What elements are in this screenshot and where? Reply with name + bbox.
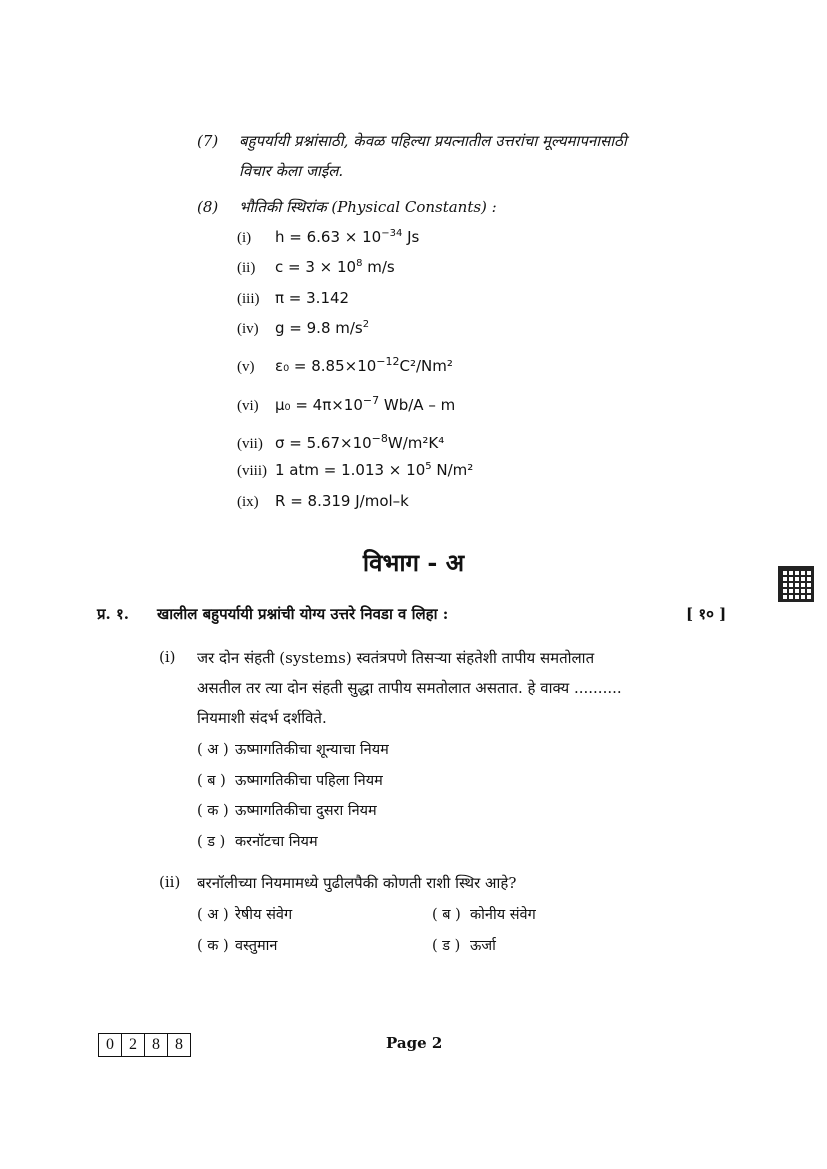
constant-number: (viii) xyxy=(237,463,267,479)
option-label: ( अ ) xyxy=(197,742,229,758)
option-text: ऊष्मागतिकीचा शून्याचा नियम xyxy=(235,742,389,758)
instruction-7-continuation: विचार केला जाईल. xyxy=(239,162,344,180)
constant-item xyxy=(237,289,349,308)
instruction-number: (7) xyxy=(197,132,219,150)
option-item xyxy=(197,739,389,759)
constant-item xyxy=(237,461,473,480)
option-label: ( ड ) xyxy=(432,938,461,954)
constant-number: (vi) xyxy=(237,398,259,414)
instruction-8 xyxy=(197,197,497,217)
option-label: ( ड ) xyxy=(197,834,226,850)
constant-number: (ix) xyxy=(237,494,259,510)
paper-code-digit: 8 xyxy=(145,1034,168,1056)
constant-number: (v) xyxy=(237,359,255,375)
constant-unit: Js xyxy=(402,228,420,246)
constant-item xyxy=(237,355,453,376)
constant-unit: N/m² xyxy=(431,461,474,479)
constant-exponent: −7 xyxy=(362,394,380,407)
constant-expression: ε₀ = 8.85×10 xyxy=(275,357,377,375)
section-heading: विभाग - अ xyxy=(362,548,465,577)
constant-number: (iv) xyxy=(237,321,259,337)
option-item xyxy=(432,904,536,924)
option-text: कोनीय संवेग xyxy=(470,907,536,923)
question-text: खालील बहुपर्यायी प्रश्नांची योग्य उत्तरे निवडा व लिहा : xyxy=(157,605,449,623)
constant-number: (vii) xyxy=(237,436,263,452)
constant-exponent: 5 xyxy=(425,461,432,472)
option-text: ऊष्मागतिकीचा पहिला नियम xyxy=(235,773,383,789)
constant-unit: m/s xyxy=(362,258,395,276)
constant-expression: μ₀ = 4π×10 xyxy=(275,396,363,414)
constant-expression: h = 6.63 × 10 xyxy=(275,228,382,246)
qr-code-icon xyxy=(778,566,814,602)
constant-number: (ii) xyxy=(237,260,256,276)
option-label: ( क ) xyxy=(197,803,229,819)
constant-exponent: 8 xyxy=(356,258,363,269)
option-text: ऊष्मागतिकीचा दुसरा नियम xyxy=(235,803,377,819)
option-label: ( क ) xyxy=(197,938,229,954)
constant-item xyxy=(237,228,419,247)
instruction-text: बहुपर्यायी प्रश्नांसाठी, केवळ पहिल्या प्रयत्नातील उत्तरांचा मूल्यमापनासाठी xyxy=(239,132,627,150)
constant-item xyxy=(237,394,455,415)
constant-number: (iii) xyxy=(237,291,260,307)
constant-item xyxy=(237,258,395,277)
constant-unit: C²/Nm² xyxy=(399,357,453,375)
option-text: ऊर्जा xyxy=(470,938,496,954)
paper-code-digit: 2 xyxy=(122,1034,145,1056)
paper-code-box xyxy=(98,1033,191,1057)
option-label: ( ब ) xyxy=(197,773,226,789)
instruction-number: (8) xyxy=(197,198,219,216)
option-item xyxy=(197,904,292,924)
sub-question-number: (ii) xyxy=(159,873,181,891)
constant-item xyxy=(237,492,409,511)
option-item xyxy=(197,770,383,790)
sub-question-line: बरनॉलीच्या नियमामध्ये पुढीलपैकी कोणती राशी स्थिर आहे? xyxy=(197,874,517,892)
option-label: ( ब ) xyxy=(432,907,461,923)
question-number: प्र. १. xyxy=(97,605,130,623)
page-number: Page 2 xyxy=(386,1034,443,1052)
option-text: करनॉटचा नियम xyxy=(235,834,318,850)
sub-question-line: जर दोन संहती (systems) स्वतंत्रपणे तिसऱ्या संहतेशी तापीय समतोलात xyxy=(197,649,595,667)
constant-expression: g = 9.8 m/s xyxy=(275,319,363,337)
paper-code-digit: 8 xyxy=(175,1036,183,1053)
option-item xyxy=(197,800,377,820)
constant-expression: π = 3.142 xyxy=(275,289,350,307)
constant-expression: c = 3 × 10 xyxy=(275,258,357,276)
constant-unit: W/m²K⁴ xyxy=(387,434,445,452)
constant-expression: R = 8.319 J/mol–k xyxy=(275,492,409,510)
instruction-text: भौतिकी स्थिरांक (Physical Constants) : xyxy=(239,198,497,216)
constant-expression: σ = 5.67×10 xyxy=(275,434,372,452)
option-label: ( अ ) xyxy=(197,907,229,923)
instruction-7 xyxy=(197,131,627,151)
constant-expression: 1 atm = 1.013 × 10 xyxy=(275,461,426,479)
constant-item xyxy=(237,432,444,453)
constant-item xyxy=(237,319,369,338)
constant-exponent: 2 xyxy=(362,319,370,330)
option-item xyxy=(197,935,277,955)
option-text: वस्तुमान xyxy=(235,938,278,954)
option-item xyxy=(432,935,496,955)
sub-question-number: (i) xyxy=(159,648,176,666)
sub-question-line: असतील तर त्या दोन संहती सुद्धा तापीय समतोलात असतात. हे वाक्य .......... xyxy=(197,679,622,697)
paper-code-digit: 0 xyxy=(99,1034,122,1056)
option-text: रेषीय संवेग xyxy=(235,907,293,923)
constant-unit: Wb/A – m xyxy=(379,396,456,414)
question-marks: [ १० ] xyxy=(686,605,727,623)
constant-exponent: −8 xyxy=(371,432,388,445)
constant-exponent: −34 xyxy=(381,228,403,239)
constant-exponent: −12 xyxy=(376,355,400,368)
sub-question-line: नियमाशी संदर्भ दर्शविते. xyxy=(197,709,327,727)
option-item xyxy=(197,831,318,851)
constant-number: (i) xyxy=(237,230,252,246)
